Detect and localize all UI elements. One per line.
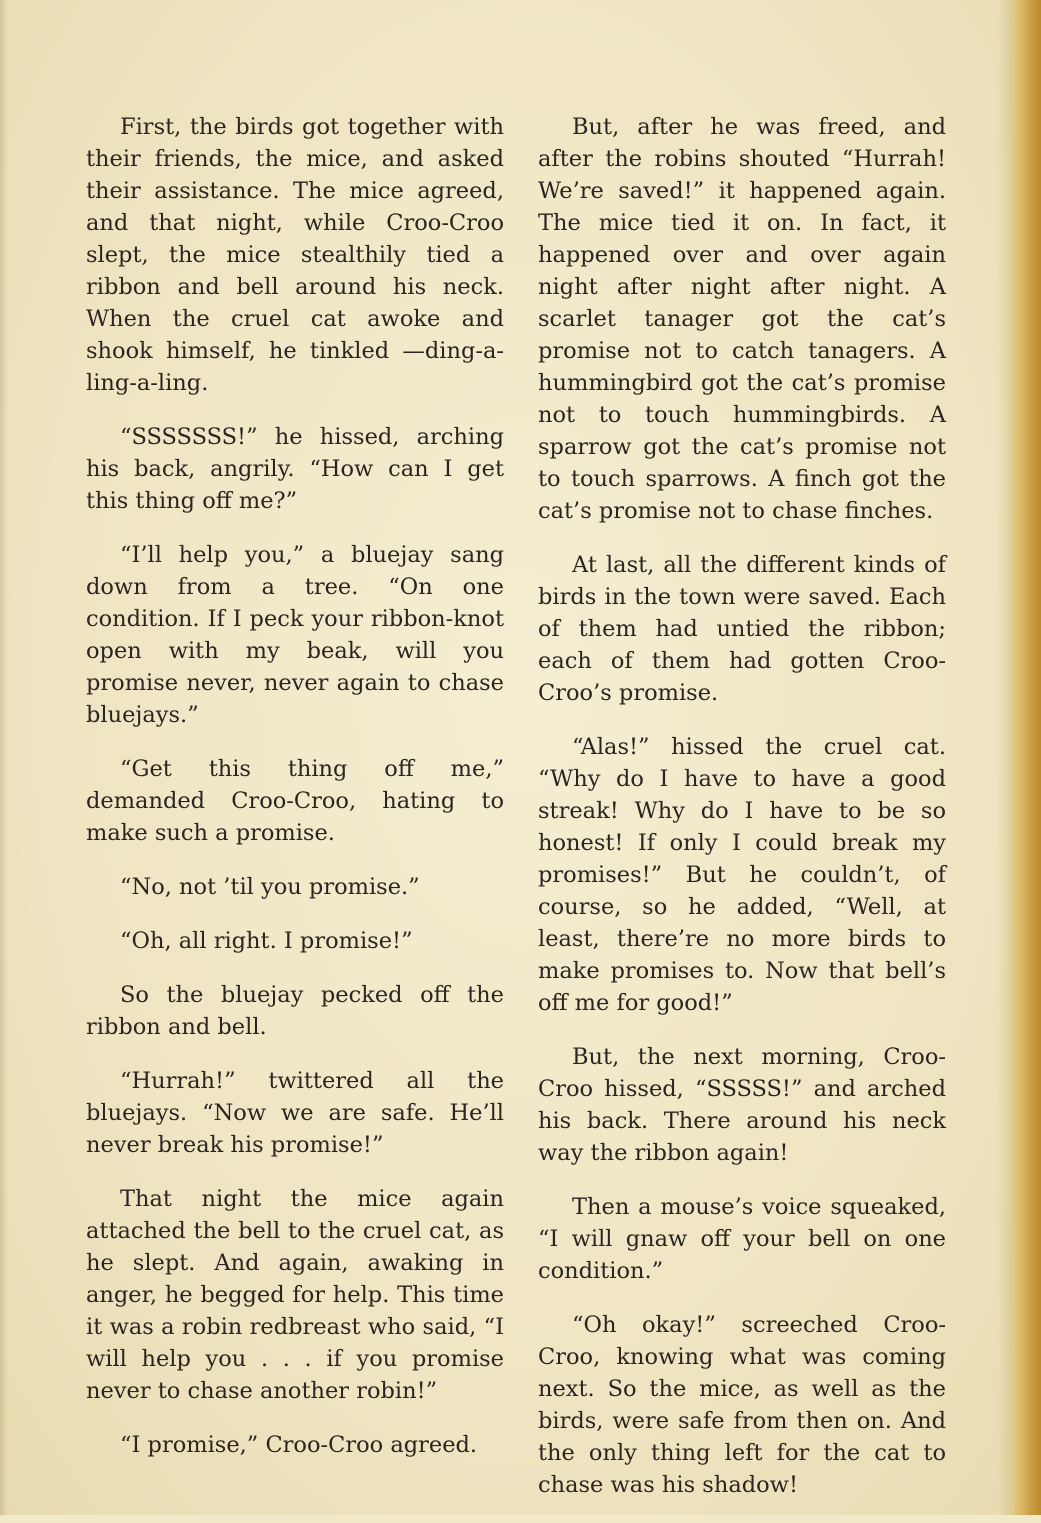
left-column [86,111,504,1483]
paragraph: So the bluejay pecked off the ribbon and bell. [86,982,504,1040]
paragraph: Then a mouse’s voice squeaked, “I will gnaw off your bell on one condition.” [538,1194,946,1284]
paragraph: “Hurrah!” twittered all the bluejays. “Now we are safe. He’ll never break his promise!” [86,1068,504,1158]
paragraph: “Get this thing off me,” demanded Croo-Croo, hating to make such a promise. [86,756,504,846]
paragraph: “Alas!” hissed the cruel cat. “Why do I have to have a good streak! Why do I have to be so honest! If only I could break my promises!” But he couldn’t, of course, so he added, “Well, at least, there’re no more birds to make promises to. Now that bell’s off me for good!” [538,734,946,1016]
spine-shadow [997,0,1011,1515]
paragraph: That night the mice again attached the bell to the cruel cat, as he slept. And again, awaking in anger, he begged for help. This time it was a robin redbreast who said, “I will help you . . . if you promise never to chase another robin!” [86,1186,504,1404]
paragraph: “SSSSSSS!” he hissed, arching his back, angrily. “How can I get this thing off me?” [86,424,504,514]
paragraph: First, the birds got together with their friends, the mice, and asked their assistance. The mice agreed, and that night, while Croo-Croo slept, the mice stealthily tied a ribbon and bell around his neck. When the cruel cat awoke and shook himself, he tinkled —ding-a-ling-a-ling. [86,114,504,396]
paragraph: But, the next morning, Croo-Croo hissed, “SSSSS!” and arched his back. There around his neck way the ribbon again! [538,1044,946,1166]
paragraph: “Oh okay!” screeched Croo-Croo, knowing what was coming next. So the mice, as well as the birds, were safe from then on. And the only thing left for the cat to chase was his shadow! [538,1312,946,1498]
paragraph: But, after he was freed, and after the robins shouted “Hurrah! We’re saved!” it happened again. The mice tied it on. In fact, it happened over and over again night after night after night. A scarlet tanager got the cat’s promise not to catch tanagers. A hummingbird got the cat’s promise not to touch hummingbirds. A sparrow got the cat’s promise not to touch sparrows. A finch got the cat’s promise not to chase finches. [538,114,946,524]
paragraph: “I’ll help you,” a bluejay sang down from a tree. “On one condition. If I peck your ribbon-knot open with my beak, will you promise never, never again to chase bluejays.” [86,542,504,728]
paragraph: “Oh, all right. I promise!” [120,928,413,954]
right-column [538,111,946,1523]
paragraph: “No, not ’til you promise.” [120,874,420,900]
page-left-edge [0,0,8,1515]
paragraph: At last, all the different kinds of birds in the town were saved. Each of them had untied the ribbon; each of them had gotten Croo-Croo’s promise. [538,552,946,706]
book-spine [1011,0,1041,1515]
paragraph: “I promise,” Croo-Croo agreed. [120,1432,478,1458]
